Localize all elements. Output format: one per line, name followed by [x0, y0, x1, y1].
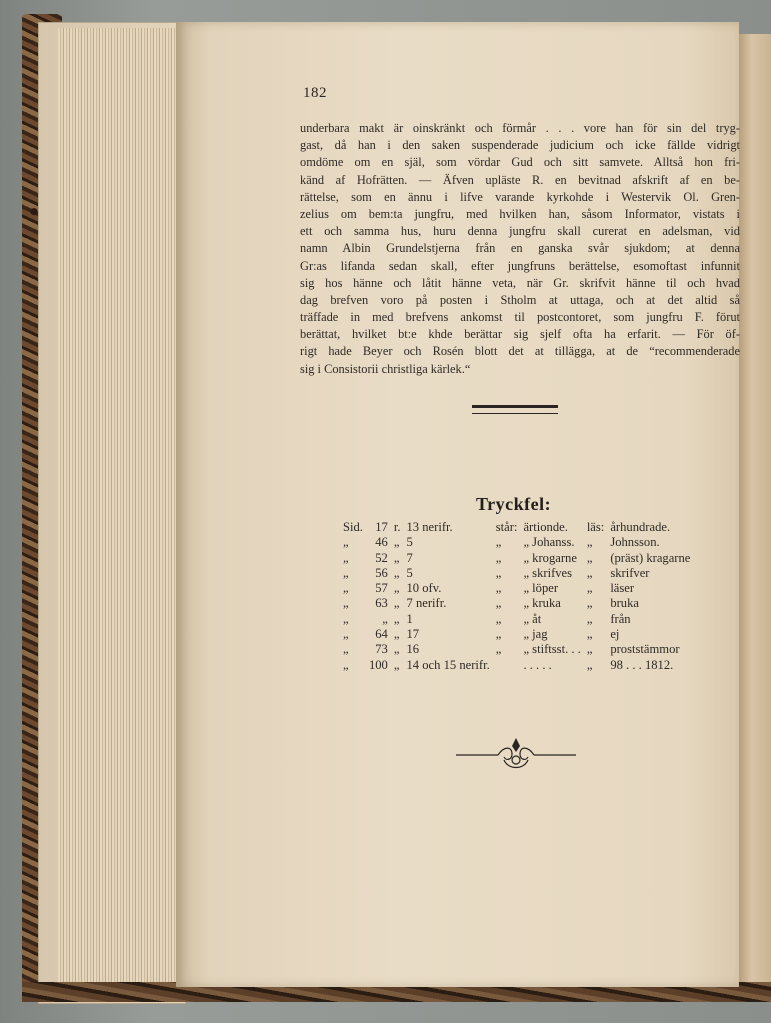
errata-star: „: [495, 596, 502, 611]
errata-r: „: [393, 565, 400, 580]
errata-wrong: . . . . .: [523, 657, 552, 672]
errata-las: „: [586, 550, 593, 565]
errata-star: „: [495, 535, 502, 550]
errata-page: 64: [375, 627, 388, 642]
ornament-icon: [454, 734, 578, 776]
errata-wrong: ärtionde.: [523, 520, 568, 534]
errata-right: proststämmor: [610, 642, 680, 657]
errata-las: „: [586, 627, 593, 642]
text-line: sig hos hänne och låtit hänne veta, när Gr. skrifvit hänne til och hvad: [300, 275, 740, 290]
errata-page: 17: [375, 520, 388, 534]
errata-sid: „: [343, 550, 349, 565]
errata-right: läser: [610, 581, 635, 596]
text-line: Gr:as lifanda sedan skall, efter jungfruns berättelse, esomoftast infunnit: [300, 258, 740, 273]
errata-right: Johnsson.: [610, 535, 660, 550]
errata-row: [340, 566, 693, 581]
errata-star: „: [495, 642, 502, 657]
errata-wrong: „ kruka: [523, 596, 561, 611]
text-line: rättelse, som en ännu i lifve varande kyrkohde i Westervik Ol. Gren-: [300, 189, 740, 204]
errata-las: „: [586, 657, 593, 672]
errata-star: „: [495, 565, 502, 580]
text-line: känd af Hofrätten. — Äfven upläste R. en bevitnad afskrift af en be-: [300, 172, 740, 187]
text-line: dag brefven voro på posten i Stholm at uttaga, och at det altid så: [300, 292, 740, 307]
errata-right: 98 . . . 1812.: [610, 657, 674, 672]
errata-right: (präst) kragarne: [610, 550, 691, 565]
errata-sid: „: [343, 535, 349, 550]
errata-sid: Sid.: [343, 520, 363, 534]
errata-star: står:: [495, 520, 518, 534]
errata-row: [340, 658, 693, 673]
errata-wrong: „ åt: [523, 611, 542, 626]
text-line: ett och samma hus, huru denna jungfru skall curerat en adelsman, vid: [300, 224, 740, 239]
errata-row: [340, 551, 693, 566]
errata-r: „: [393, 657, 400, 672]
errata-page: 63: [375, 596, 388, 611]
errata-las: läs:: [586, 520, 605, 534]
errata-line: 16: [406, 642, 420, 657]
page-number: 182: [303, 85, 327, 101]
errata-row: [340, 520, 693, 535]
text-line: underbara makt är oinskränkt och förmår . . . vore han för sin del tryg-: [300, 121, 740, 135]
errata-row: [340, 535, 693, 550]
errata-line: 1: [406, 611, 413, 626]
errata-line: 7: [406, 550, 413, 565]
errata-las: „: [586, 596, 593, 611]
errata-line: 10 ofv.: [406, 581, 442, 596]
errata-row: [340, 627, 693, 642]
errata-las: „: [586, 611, 593, 626]
errata-page: 57: [375, 581, 388, 596]
errata-r: „: [393, 581, 400, 596]
errata-las: „: [586, 535, 593, 550]
facing-page: [739, 34, 771, 984]
errata-right: bruka: [610, 596, 639, 611]
errata-page: „: [382, 611, 388, 626]
errata-line: 5: [406, 565, 413, 580]
text-line: zelius om bem:ta jungfru, med hvilken han, såsom Informator, vistats i: [300, 206, 740, 221]
errata-page: 46: [375, 535, 388, 550]
errata-star: „: [495, 611, 502, 626]
errata-line: 17: [406, 627, 420, 642]
errata-right: århundrade.: [610, 520, 671, 534]
errata-sid: „: [343, 581, 349, 596]
errata-wrong: „ stiftsst. . .: [523, 642, 581, 657]
errata-wrong: „ krogarne: [523, 550, 577, 565]
errata-page: 73: [375, 642, 388, 657]
errata-r: „: [393, 535, 400, 550]
errata-right: ej: [610, 627, 620, 642]
errata-las: „: [586, 565, 593, 580]
errata-las: „: [586, 642, 593, 657]
errata-star: [493, 658, 521, 673]
text-line: träffade in med brefvens ankomst til postcontoret, som jungfru F. förut: [300, 310, 740, 325]
errata-sid: „: [343, 565, 349, 580]
errata-r: „: [393, 550, 400, 565]
errata-line: 13 nerifr.: [406, 520, 453, 534]
errata-right: skrifver: [610, 565, 650, 580]
text-line: gast, då han i den saken suspenderade judicium och icke fällde vidrigt: [300, 138, 740, 153]
errata-r: „: [393, 627, 400, 642]
page-edges: [58, 28, 179, 994]
errata-line: 7 nerifr.: [406, 596, 447, 611]
errata-line: 5: [406, 535, 413, 550]
errata-star: „: [495, 627, 502, 642]
text-line: sig i Consistorii christliga kärlek.“: [300, 361, 471, 376]
errata-sid: „: [343, 596, 349, 611]
errata-wrong: „ löper: [523, 581, 559, 596]
errata-r: „: [393, 596, 400, 611]
errata-sid: „: [343, 657, 349, 672]
errata-table: [340, 520, 693, 673]
errata-line: 14 och 15 nerifr.: [406, 657, 490, 672]
errata-row: [340, 612, 693, 627]
errata-r: „: [393, 642, 400, 657]
errata-row: [340, 596, 693, 611]
errata-star: „: [495, 550, 502, 565]
errata-sid: „: [343, 627, 349, 642]
errata-r: r.: [393, 520, 401, 534]
errata-page: 100: [368, 657, 388, 672]
errata-page: 52: [375, 550, 388, 565]
errata-row: [340, 581, 693, 596]
errata-sid: „: [343, 642, 349, 657]
errata-wrong: „ Johanss.: [523, 535, 575, 550]
body-text: [300, 120, 740, 378]
errata-page: 56: [375, 565, 388, 580]
text-line: rigt hade Beyer och Rosén blott det at tillägga, at de “recommenderade: [300, 344, 740, 359]
errata-r: „: [393, 611, 400, 626]
errata-wrong: „ skrifves: [523, 565, 573, 580]
text-line: namn Albin Grundelstjerna från en ganska svår sjukdom; at denna: [300, 241, 740, 256]
section-rule: [472, 405, 558, 414]
text-line: berättat, hvilket bt:e khde berättar sig sjelf ofta ha erfarit. — För öf-: [300, 327, 740, 342]
errata-title: Tryckfel:: [476, 494, 552, 514]
errata-star: „: [495, 581, 502, 596]
errata-right: från: [610, 611, 631, 626]
book-page: [176, 22, 739, 987]
errata-wrong: „ jag: [523, 627, 548, 642]
errata-las: „: [586, 581, 593, 596]
errata-sid: „: [343, 611, 349, 626]
errata-row: [340, 642, 693, 657]
text-line: omdöme om en själ, som vördar Gud och sitt samvete. Alltså hon fri-: [300, 155, 740, 170]
